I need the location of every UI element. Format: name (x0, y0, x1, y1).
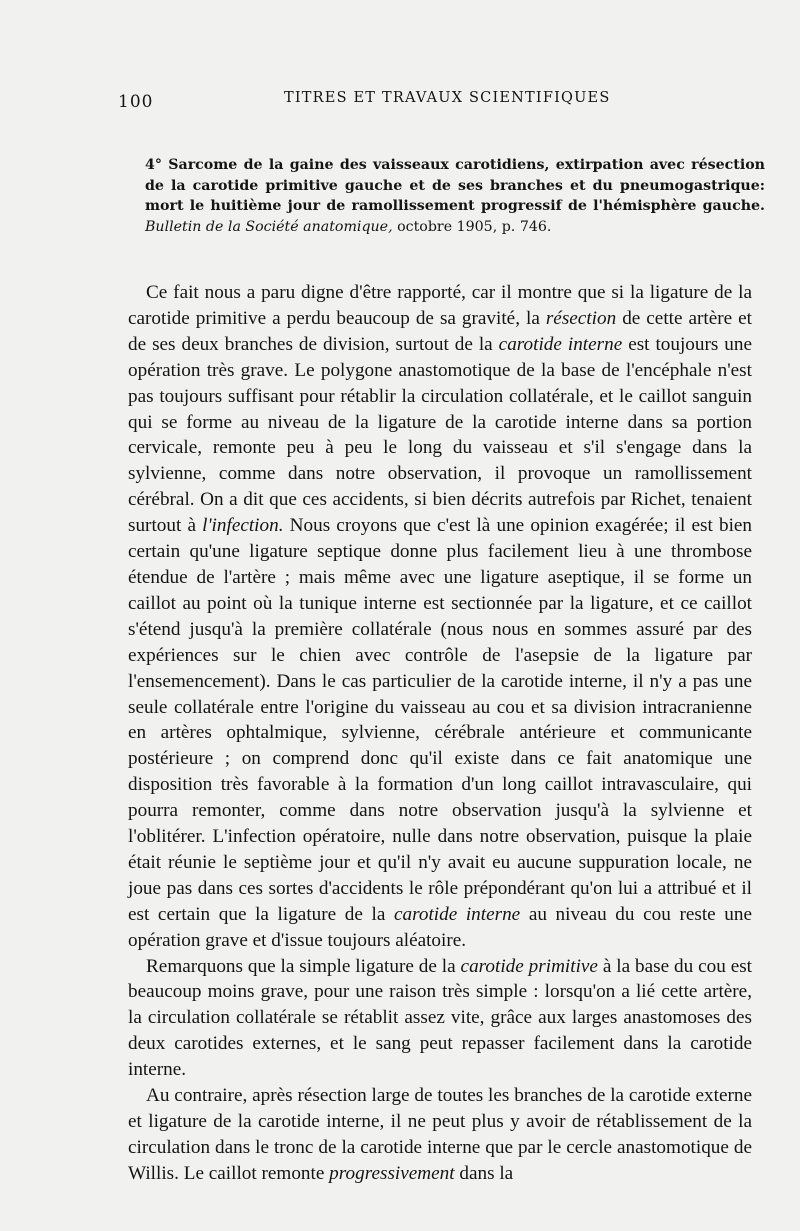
text-run: Nous croyons que c'est là une opinion exagérée; il est bien certain qu'une ligature septique donne plus facilement lieu à une thrombose étendue de l'artère ; mais même avec une ligature aseptique, il se forme un caillot au point où la tunique interne est sectionnée par la ligature, et ce caillot s'étend jusqu'à la première collatérale (nous nous en sommes assuré par des expériences sur le chien avec contrôle de l'asepsie de la ligature par l'ensemencement). Dans le cas particulier de la carotide interne, il n'y a pas une seule collatérale entre l'origine du vaisseau au cou et sa division intracranienne en artères ophtalmique, sylvienne, cérébrale antérieure et communicante postérieure ; on comprend donc qu'il existe dans ce fait anatomique une disposition très favorable à la formation d'un long caillot intravasculaire, qui pourra remonter, comme dans notre observation jusqu'à la sylvienne et l'oblitérer. L'infection opératoire, nulle dans notre observation, puisque la plaie était réunie le septième jour et qu'il n'y avait eu aucune suppuration locale, ne joue pas dans ces sortes d'accidents le rôle prépondérant qu'on lui a attribué et il est certain que la ligature de la (128, 515, 753, 925)
italic-run: l'infection. (202, 515, 284, 537)
running-head: TITRES ET TRAVAUX SCIENTIFIQUES (284, 90, 611, 106)
paragraph-2 (128, 954, 752, 1084)
section-heading-title: 4° Sarcome de la gaine des vaisseaux carotidiens, extirpation avec résection de la carotide primitive gauche et de ses branches et du pneumogastrique: mort le huitième jour de ramollissement progressif de l'hémisphère gauche. (145, 157, 765, 214)
text-run: Au contraire, après résection large de toutes les branches de la carotide externe et ligature de la carotide interne, il ne peut plus y avoir de rétablissement de la circulation dans le tronc de la carotide interne que par le cercle anastomotique de Willis. Le caillot remonte (128, 1085, 752, 1184)
section-heading-reference-date: octobre 1905, p. 746. (397, 218, 552, 235)
text-run: au niveau du cou reste une opération grave et d'issue toujours aléatoire. (128, 903, 752, 951)
text-run: est toujours une opération très grave. Le polygone anastomotique de la base de l'encéphale n'est pas toujours suffisant pour rétablir la circulation collatérale, et le caillot sanguin qui se forme au niveau de la ligature de la carotide interne dans sa portion cervicale, remonte peu à peu le long du vaisseau et s'il s'engage dans la sylvienne, comme dans notre observation, il provoque un ramollissement cérébral. On a dit que ces accidents, si bien décrits autrefois par Richet, tenaient surtout à (128, 333, 753, 537)
text-run: dans la (459, 1162, 514, 1184)
text-run: à la base du cou est beaucoup moins grave, pour une raison très simple : lorsqu'on a lié cette artère, la circulation collatérale se rétablit assez vite, grâce aux larges anastomoses des deux carotides externes, et le sang peut repasser facilement dans la carotide interne. (128, 955, 753, 1081)
section-heading-reference: Bulletin de la Société anatomique, (145, 218, 393, 235)
text-run: Ce fait nous a paru digne d'être rapporté, car il montre que si la ligature de la carotide primitive a perdu beaucoup de sa gravité, la (128, 282, 752, 329)
italic-run: carotide interne (393, 903, 521, 925)
italic-run: résection (545, 307, 617, 329)
page-number: 100 (118, 92, 154, 112)
italic-run: carotide primitive (460, 955, 598, 977)
paragraph-1 (128, 280, 752, 954)
italic-run: progressivement (329, 1162, 455, 1184)
paragraph-3 (128, 1083, 752, 1187)
body-text (128, 280, 752, 1187)
italic-run: carotide interne (498, 333, 623, 355)
text-run: de cette artère et de ses deux branches de division, surtout de la (128, 307, 753, 355)
section-heading (145, 155, 765, 237)
text-run: Remarquons que la simple ligature de la (146, 955, 456, 977)
